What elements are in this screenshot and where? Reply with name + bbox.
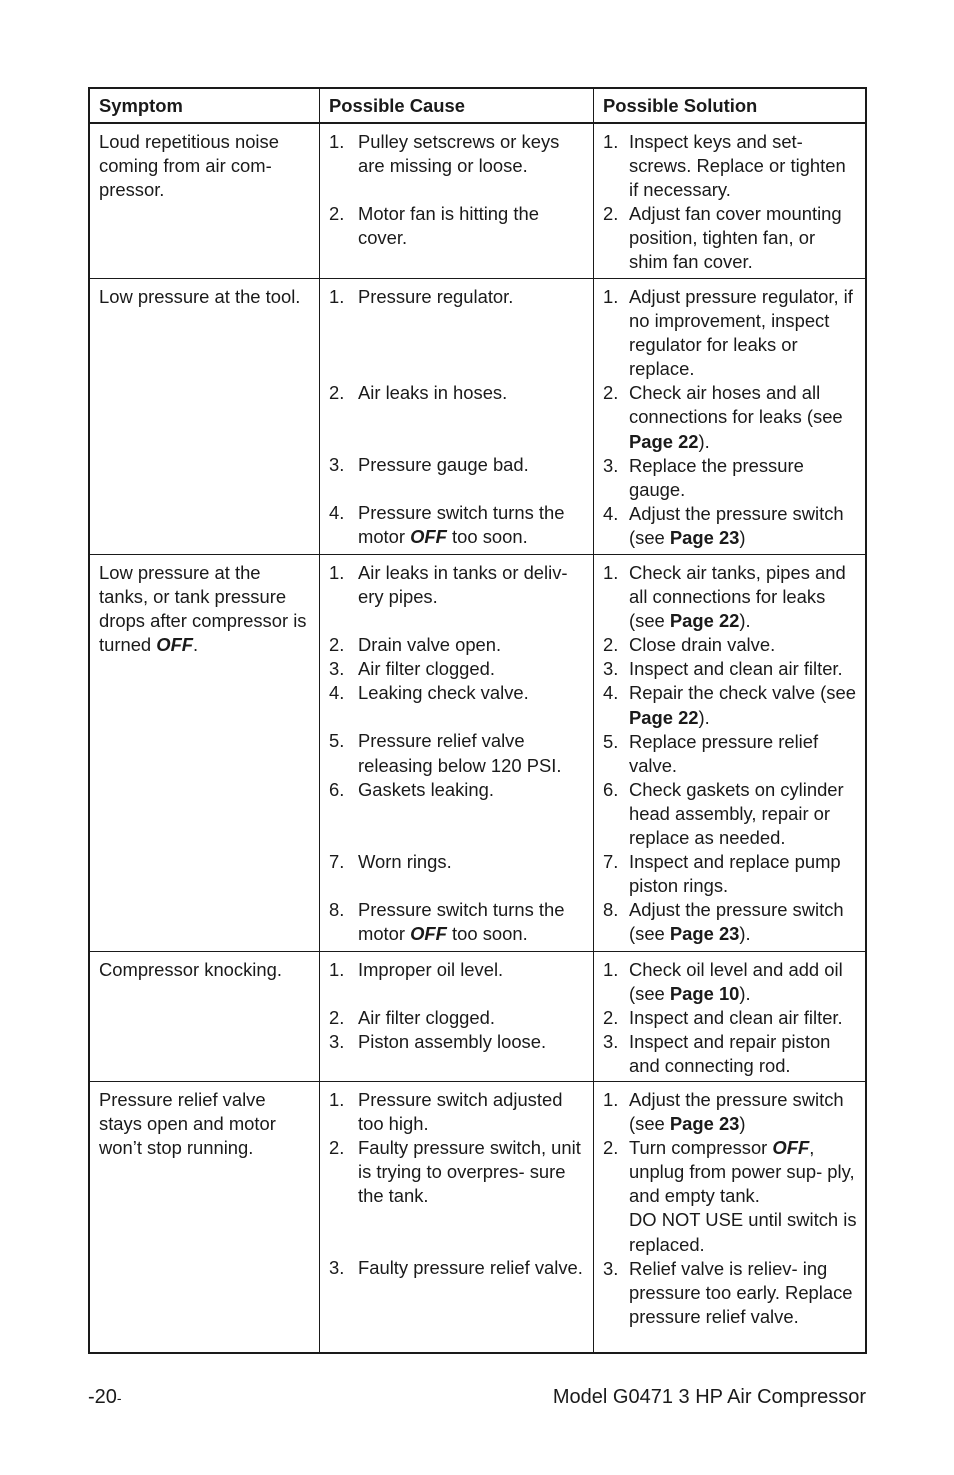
table-row-causes bbox=[320, 1082, 594, 1352]
item-number: 3. bbox=[603, 454, 619, 476]
item-number: 1. bbox=[329, 1089, 345, 1110]
item-text-part: Check air tanks, pipes and all connections for leaks (see bbox=[629, 562, 846, 632]
item-text: Pressure regulator. bbox=[358, 286, 514, 307]
item-number: 2. bbox=[329, 203, 345, 225]
table-row-solutions bbox=[594, 952, 865, 1082]
item-text bbox=[358, 898, 585, 946]
item-text-part: ) bbox=[739, 1113, 746, 1135]
list-item bbox=[603, 730, 857, 778]
item-text-part: ). bbox=[739, 610, 751, 632]
item-text: Air filter clogged. bbox=[358, 1007, 495, 1029]
page-number-dash: - bbox=[116, 1390, 122, 1406]
header-symptom: Symptom bbox=[90, 89, 320, 124]
table-row-symptom bbox=[90, 1082, 320, 1352]
item-number: 6. bbox=[329, 778, 345, 800]
item-number: 1. bbox=[603, 286, 619, 307]
list-item bbox=[329, 681, 585, 705]
list-item bbox=[603, 1088, 857, 1136]
page-reference: Page 23 bbox=[669, 1113, 740, 1135]
header-solution: Possible Solution bbox=[594, 89, 865, 124]
list-item bbox=[603, 1006, 857, 1030]
list-item bbox=[329, 285, 585, 309]
list-item bbox=[603, 285, 857, 381]
item-text bbox=[629, 898, 857, 946]
item-text-part: , unplug from power sup- ply, and empty tank. bbox=[629, 1137, 855, 1207]
item-number: 4. bbox=[603, 682, 619, 704]
item-text bbox=[629, 958, 857, 1006]
item-text: Air leaks in hoses. bbox=[358, 382, 508, 404]
list-item bbox=[329, 202, 585, 250]
item-text bbox=[629, 561, 857, 633]
list-item bbox=[603, 778, 857, 850]
item-number: 5. bbox=[329, 730, 345, 752]
item-text: Adjust pressure regulator, if no improvement, inspect regulator for leaks or replace. bbox=[629, 286, 853, 380]
item-text-part: Turn compressor bbox=[629, 1137, 773, 1159]
item-number: 1. bbox=[603, 1089, 619, 1110]
item-text-part: too soon. bbox=[446, 922, 528, 944]
item-number: 6. bbox=[603, 778, 619, 800]
table-row-causes bbox=[320, 555, 594, 952]
list-item bbox=[603, 958, 857, 1006]
page-reference: Page 23 bbox=[669, 526, 740, 548]
emphasis-off: OFF bbox=[772, 1137, 810, 1159]
list-item bbox=[603, 130, 857, 202]
table-row-solutions bbox=[594, 279, 865, 555]
item-text-part: ). bbox=[739, 923, 751, 945]
item-number: 3. bbox=[329, 658, 345, 680]
item-number: 2. bbox=[329, 1007, 345, 1029]
list-item bbox=[329, 778, 585, 802]
item-text-part: Adjust the pressure switch (see bbox=[629, 1089, 844, 1135]
item-text-part: Adjust the pressure switch (see bbox=[629, 502, 844, 548]
item-text: Relief valve is reliev- ing pressure too early. Replace pressure relief valve. bbox=[629, 1257, 853, 1327]
item-number: 4. bbox=[329, 682, 345, 704]
item-text: Inspect and replace pump piston rings. bbox=[629, 851, 841, 897]
item-text bbox=[629, 502, 857, 550]
list-item bbox=[603, 381, 857, 453]
table-row-symptom bbox=[90, 279, 320, 555]
list-item bbox=[329, 130, 585, 178]
item-number: 4. bbox=[329, 502, 345, 524]
table-row-solutions bbox=[594, 555, 865, 952]
item-text: Drain valve open. bbox=[358, 634, 502, 656]
page-reference: Page 10 bbox=[669, 983, 740, 1005]
troubleshooting-table bbox=[88, 87, 867, 1354]
list-item bbox=[329, 453, 585, 477]
item-number: 3. bbox=[329, 1257, 345, 1279]
table-row-symptom bbox=[90, 124, 320, 279]
item-number: 2. bbox=[329, 634, 345, 656]
emphasis-off: OFF bbox=[156, 634, 194, 656]
list-item bbox=[603, 202, 857, 274]
list-item bbox=[603, 1136, 857, 1256]
page-reference: Page 23 bbox=[669, 923, 740, 945]
item-text-part: too soon. bbox=[446, 526, 528, 548]
table-row-causes bbox=[320, 952, 594, 1082]
item-number: 1. bbox=[329, 286, 345, 307]
item-number: 8. bbox=[603, 899, 619, 921]
item-number: 2. bbox=[329, 1137, 345, 1159]
item-number: 2. bbox=[603, 1137, 619, 1159]
item-text: Pulley setscrews or keys are missing or loose. bbox=[358, 131, 560, 177]
item-text: Adjust fan cover mounting position, tighten fan, or shim fan cover. bbox=[629, 203, 842, 273]
model-title: Model G0471 3 HP Air Compressor bbox=[552, 1386, 866, 1408]
list-item bbox=[329, 561, 585, 609]
list-item bbox=[603, 1257, 857, 1329]
item-text: Improper oil level. bbox=[358, 959, 504, 980]
table-row-causes bbox=[320, 124, 594, 279]
list-item bbox=[329, 1030, 585, 1054]
list-item bbox=[329, 958, 585, 982]
item-text-part: DO NOT USE until switch is replaced. bbox=[629, 1209, 857, 1255]
table-row-causes bbox=[320, 279, 594, 555]
item-text: Pressure switch adjusted too high. bbox=[358, 1089, 563, 1135]
item-text: Inspect and clean air filter. bbox=[629, 1007, 843, 1029]
item-number: 2. bbox=[603, 1007, 619, 1029]
list-item bbox=[329, 633, 585, 657]
item-number: 1. bbox=[329, 959, 345, 980]
page-reference: Page 22 bbox=[669, 610, 740, 632]
list-item bbox=[603, 681, 857, 729]
list-item bbox=[329, 381, 585, 405]
list-item bbox=[329, 501, 585, 549]
item-text: Inspect and clean air filter. bbox=[629, 658, 843, 680]
item-text-part: Pressure switch turns the motor bbox=[358, 502, 565, 548]
item-text: Faulty pressure relief valve. bbox=[358, 1257, 583, 1279]
symptom-text: Pressure relief valve stays open and motor won’t stop running. bbox=[99, 1089, 276, 1159]
item-text-part: Repair the check valve (see bbox=[629, 682, 856, 704]
item-number: 3. bbox=[603, 1257, 619, 1279]
item-number: 2. bbox=[603, 382, 619, 404]
item-text: Close drain valve. bbox=[629, 634, 776, 656]
item-text: Air leaks in tanks or deliv- ery pipes. bbox=[358, 562, 568, 608]
page-reference: Page 22 bbox=[629, 706, 699, 728]
emphasis-off: OFF bbox=[410, 526, 447, 548]
item-number: 7. bbox=[603, 851, 619, 873]
list-item bbox=[603, 561, 857, 633]
item-number: 3. bbox=[603, 1031, 619, 1053]
item-text bbox=[629, 1088, 857, 1136]
symptom-text: Loud repetitious noise coming from air com- pressor. bbox=[99, 131, 279, 201]
symptom-text: Compressor knocking. bbox=[99, 959, 282, 980]
table-row-solutions bbox=[594, 1082, 865, 1352]
item-text: Faulty pressure switch, unit is trying to overpres- sure the tank. bbox=[358, 1137, 581, 1207]
symptom-text: Low pressure at the tool. bbox=[99, 286, 301, 307]
item-text-part: ). bbox=[698, 430, 710, 452]
list-item bbox=[603, 1030, 857, 1078]
list-item bbox=[329, 1256, 585, 1280]
table-row-symptom bbox=[90, 555, 320, 952]
item-text: Replace pressure relief valve. bbox=[629, 730, 819, 776]
page-number-text: -20 bbox=[88, 1386, 117, 1408]
item-number: 4. bbox=[603, 502, 619, 524]
item-number: 2. bbox=[603, 634, 619, 656]
symptom-text: . bbox=[193, 634, 199, 656]
item-text: Inspect and repair piston and connecting rod. bbox=[629, 1031, 831, 1077]
item-text-part: ) bbox=[739, 526, 746, 548]
item-text: Air filter clogged. bbox=[358, 658, 495, 680]
item-number: 8. bbox=[329, 898, 345, 920]
item-text bbox=[358, 501, 585, 549]
item-text-part: Check oil level and add oil (see bbox=[629, 959, 843, 1005]
item-number: 1. bbox=[603, 562, 619, 583]
table-row-solutions bbox=[594, 124, 865, 279]
list-item bbox=[329, 1006, 585, 1030]
item-number: 1. bbox=[603, 131, 619, 152]
item-text: Piston assembly loose. bbox=[358, 1031, 547, 1053]
list-item bbox=[329, 657, 585, 681]
item-text: Motor fan is hitting the cover. bbox=[358, 203, 539, 249]
item-text: Check gaskets on cylinder head assembly, repair or replace as needed. bbox=[629, 778, 844, 849]
header-cause: Possible Cause bbox=[320, 89, 594, 124]
item-text: Pressure gauge bad. bbox=[358, 454, 529, 476]
list-item bbox=[603, 657, 857, 681]
list-item bbox=[329, 1136, 585, 1208]
item-text bbox=[629, 681, 857, 729]
item-text: Gaskets leaking. bbox=[358, 778, 494, 800]
item-text: Replace the pressure gauge. bbox=[629, 454, 804, 500]
list-item bbox=[603, 898, 857, 946]
item-text-part: Adjust the pressure switch (see bbox=[629, 899, 844, 945]
list-item bbox=[329, 729, 585, 777]
item-text-part: ). bbox=[698, 706, 710, 728]
item-number: 1. bbox=[329, 131, 345, 152]
list-item bbox=[603, 454, 857, 502]
item-text: Leaking check valve. bbox=[358, 682, 529, 704]
symptom-text: Low pressure at the tanks, or tank pressure drops after compressor is turned bbox=[99, 562, 307, 656]
item-text-part: Check air hoses and all connections for leaks (see bbox=[629, 382, 843, 428]
list-item bbox=[329, 850, 585, 874]
list-item bbox=[603, 502, 857, 550]
item-text: Worn rings. bbox=[358, 850, 452, 872]
table-row-symptom bbox=[90, 952, 320, 1082]
item-number: 7. bbox=[329, 850, 345, 872]
list-item bbox=[329, 1088, 585, 1136]
item-text-part: ). bbox=[739, 983, 751, 1005]
item-text bbox=[629, 381, 857, 453]
page-number bbox=[88, 1386, 122, 1409]
item-text: Pressure relief valve releasing below 120 PSI. bbox=[358, 730, 562, 776]
list-item bbox=[329, 898, 585, 946]
list-item bbox=[603, 850, 857, 898]
item-number: 2. bbox=[603, 203, 619, 225]
item-number: 1. bbox=[603, 959, 619, 980]
item-number: 5. bbox=[603, 730, 619, 752]
item-number: 3. bbox=[329, 1031, 345, 1053]
item-number: 1. bbox=[329, 562, 345, 583]
item-number: 2. bbox=[329, 382, 345, 404]
item-number: 3. bbox=[329, 454, 345, 476]
emphasis-off: OFF bbox=[410, 922, 447, 944]
list-item bbox=[603, 633, 857, 657]
item-number: 3. bbox=[603, 658, 619, 680]
item-text: Inspect keys and set- screws. Replace or tighten if necessary. bbox=[629, 131, 846, 201]
item-text-part: Pressure switch turns the motor bbox=[358, 898, 565, 944]
item-text bbox=[629, 1136, 857, 1256]
page-reference: Page 22 bbox=[629, 430, 699, 452]
